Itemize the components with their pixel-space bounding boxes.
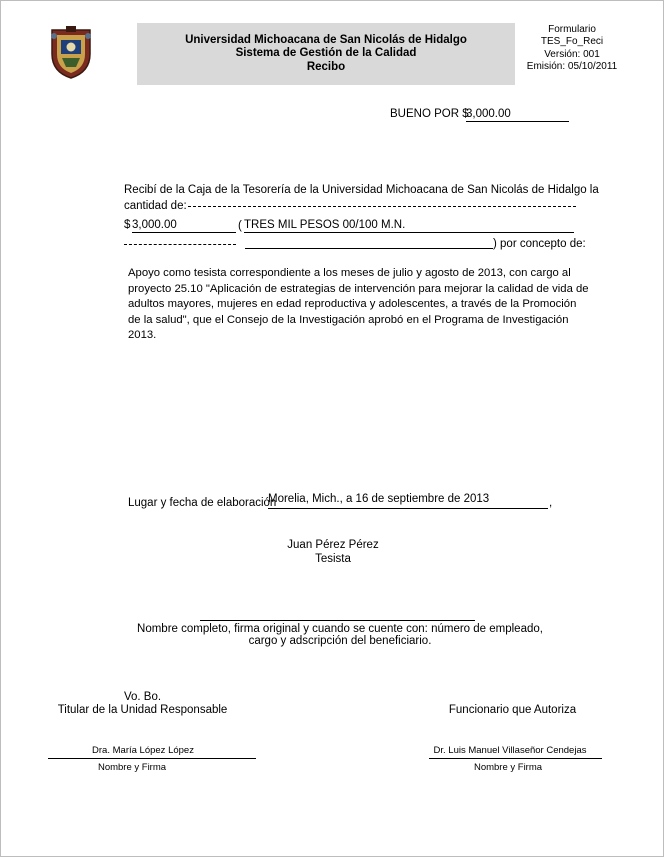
header-title-box — [137, 23, 515, 85]
place-date-field — [268, 493, 548, 509]
beneficiary-name: Juan Pérez Pérez — [287, 539, 379, 551]
quality-system-title: Sistema de Gestión de la Calidad — [235, 47, 417, 60]
place-date-value: Morelia, Mich., a 16 de septiembre de 2013 — [268, 493, 490, 505]
amount-in-words — [244, 219, 574, 233]
form-code: TES_Fo_Reci — [540, 36, 604, 48]
cantidad-dashed-line — [188, 206, 576, 207]
form-emission-date: Emisión: 05/10/2011 — [526, 60, 618, 72]
right-signer-title: Funcionario que Autoriza — [448, 704, 577, 716]
cantidad-label: cantidad de: — [124, 200, 187, 212]
left-signature-caption: Nombre y Firma — [97, 762, 167, 773]
right-signature-caption: Nombre y Firma — [473, 762, 543, 773]
university-seal-logo — [48, 24, 94, 80]
concept-label: ) por concepto de: — [493, 238, 586, 250]
place-date-trailing-comma: , — [549, 497, 553, 509]
amount-in-words-value: TRES MIL PESOS 00/100 M.N. — [244, 219, 406, 231]
beneficiary-instructions-line2: cargo y adscripción del beneficiario. — [248, 635, 432, 647]
concept-paragraph: Apoyo como tesista correspondiente a los meses de julio y agosto de 2013, con cargo al proyecto 25.10 "Aplicación de estrategias de intervención para mejorar la calidad de vida de adultos mayores, mujeres en edad reproductiva y adolescentes, a través de la Promoción de la salud", que el Consejo de la Investigación aprobó en el Programa de Investigación 2013. — [128, 267, 589, 341]
form-label: Formulario — [548, 24, 596, 35]
second-line-blank — [245, 248, 493, 249]
left-signature-line — [48, 758, 256, 759]
form-metadata — [520, 24, 624, 73]
bueno-por-label: BUENO POR $ — [390, 108, 469, 120]
beneficiary-role: Tesista — [315, 553, 351, 565]
right-signature-line — [429, 758, 602, 759]
left-signer-title: Titular de la Unidad Responsable — [57, 704, 228, 716]
beneficiary-instructions-line1: Nombre completo, firma original y cuando se cuente con: número de empleado, — [137, 623, 543, 635]
form-version: Versión: 001 — [544, 48, 600, 60]
currency-symbol: $ — [124, 219, 131, 231]
university-name: Universidad Michoacana de San Nicolás de Hidalgo — [185, 33, 467, 46]
place-date-label: Lugar y fecha de elaboración — [128, 497, 277, 509]
bueno-por-amount-value: 3,000.00 — [466, 108, 511, 120]
receipt-intro: Recibí de la Caja de la Tesorería de la Universidad Michoacana de San Nicolás de Hidalgo la — [124, 184, 599, 196]
open-parenthesis: ( — [238, 220, 242, 232]
beneficiary-signature-line — [200, 620, 475, 621]
right-signer-name: Dr. Luis Manuel Villaseñor Cendejas — [433, 745, 587, 756]
left-signer-name: Dra. María López López — [92, 745, 194, 756]
bueno-por-amount — [466, 108, 569, 122]
vobo-label: Vo. Bo. — [123, 691, 162, 703]
receipt-amount-value: 3,000.00 — [132, 219, 177, 231]
document-type: Recibo — [306, 60, 346, 73]
receipt-amount — [132, 219, 236, 233]
second-line-dashes — [124, 244, 236, 245]
